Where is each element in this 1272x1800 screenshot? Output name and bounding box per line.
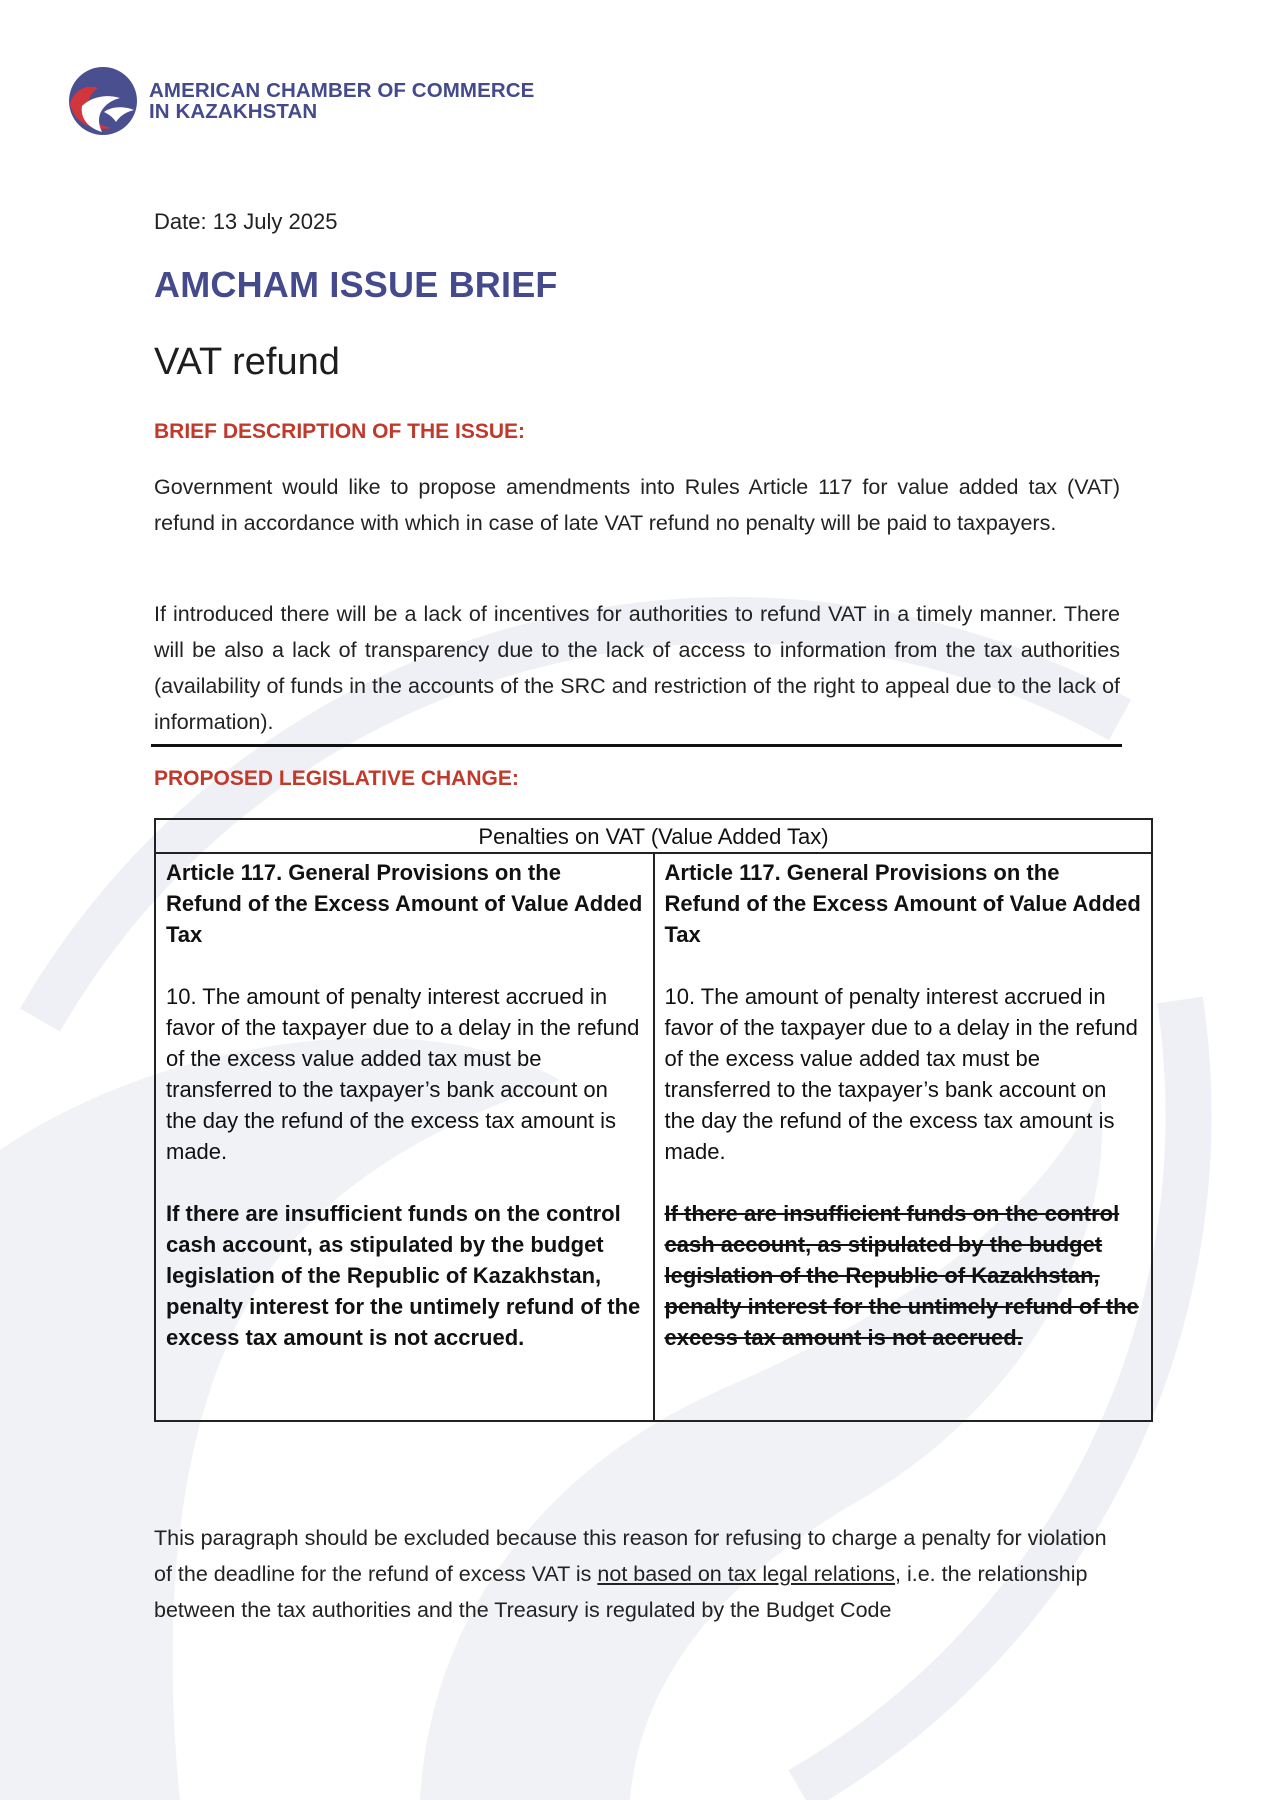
issue-paragraph-1: Government would like to propose amendments into Rules Article 117 for value added tax (VAT) refund in accordance with which in case of late VAT refund no penalty will be paid to taxpayers. [154,475,1120,535]
change-heading: PROPOSED LEGISLATIVE CHANGE: [154,767,519,790]
current-article-heading: Article 117. General Provisions on the Refund of the Excess Amount of Value Added Tax [166,860,643,947]
proposed-text-cell [654,853,1153,1421]
closing-text-1: This paragraph should be excluded because this reason for refusing to charge a penalty for violation of the deadline for the refund of excess VAT is [154,1526,1107,1586]
closing-text-2: , i.e. the relationship between the tax authorities and the Treasury is regulated by the Budget Code [154,1562,1088,1622]
document-title: AMCHAM ISSUE BRIEF [154,264,558,305]
current-bold-clause: If there are insufficient funds on the control cash account, as stipulated by the budget legislation of the Republic of Kazakhstan, penalty interest for the untimely refund of the excess tax amount is not accrued. [166,1201,641,1350]
section-divider [151,744,1122,747]
proposed-clause-10: 10. The amount of penalty interest accrued in favor of the taxpayer due to a delay in the refund of the excess value added tax must be transferred to the taxpayer’s bank account on the day the refund of the excess tax amount is made. [664,984,1138,1164]
current-clause-10: 10. The amount of penalty interest accrued in favor of the taxpayer due to a delay in the refund of the excess value added tax must be transferred to the taxpayer’s bank account on the day the refund of the excess tax amount is made. [166,984,640,1164]
issue-heading: BRIEF DESCRIPTION OF THE ISSUE: [154,420,526,443]
org-name [149,80,534,122]
proposed-article-heading: Article 117. General Provisions on the Refund of the Excess Amount of Value Added Tax [664,860,1141,947]
legislative-change-table [154,818,1153,1422]
amcham-eagle-icon [68,66,138,136]
proposed-struck-clause: If there are insufficient funds on the control cash account, as stipulated by the budget legislation of the Republic of Kazakhstan, penalty interest for the untimely refund of the excess tax amount is not accrued. [664,1201,1139,1350]
issue-paragraph-2: If introduced there will be a lack of incentives for authorities to refund VAT in a timely manner. There will be also a lack of transparency due to the lack of access to information from the tax authorities (availability of funds in the accounts of the SRC and restriction of the right to appeal due to the lack of information). [154,602,1120,734]
org-logo [68,66,534,136]
current-text-cell [155,853,654,1421]
document-topic: VAT refund [154,341,340,383]
document-date: Date: 13 July 2025 [154,209,338,234]
table-title: Penalties on VAT (Value Added Tax) [155,819,1152,853]
closing-underlined-text: not based on tax legal relations [597,1562,896,1586]
org-name-line2: IN KAZAKHSTAN [149,100,318,123]
org-name-line1: AMERICAN CHAMBER OF COMMERCE [149,79,535,102]
closing-paragraph [154,1520,1120,1628]
